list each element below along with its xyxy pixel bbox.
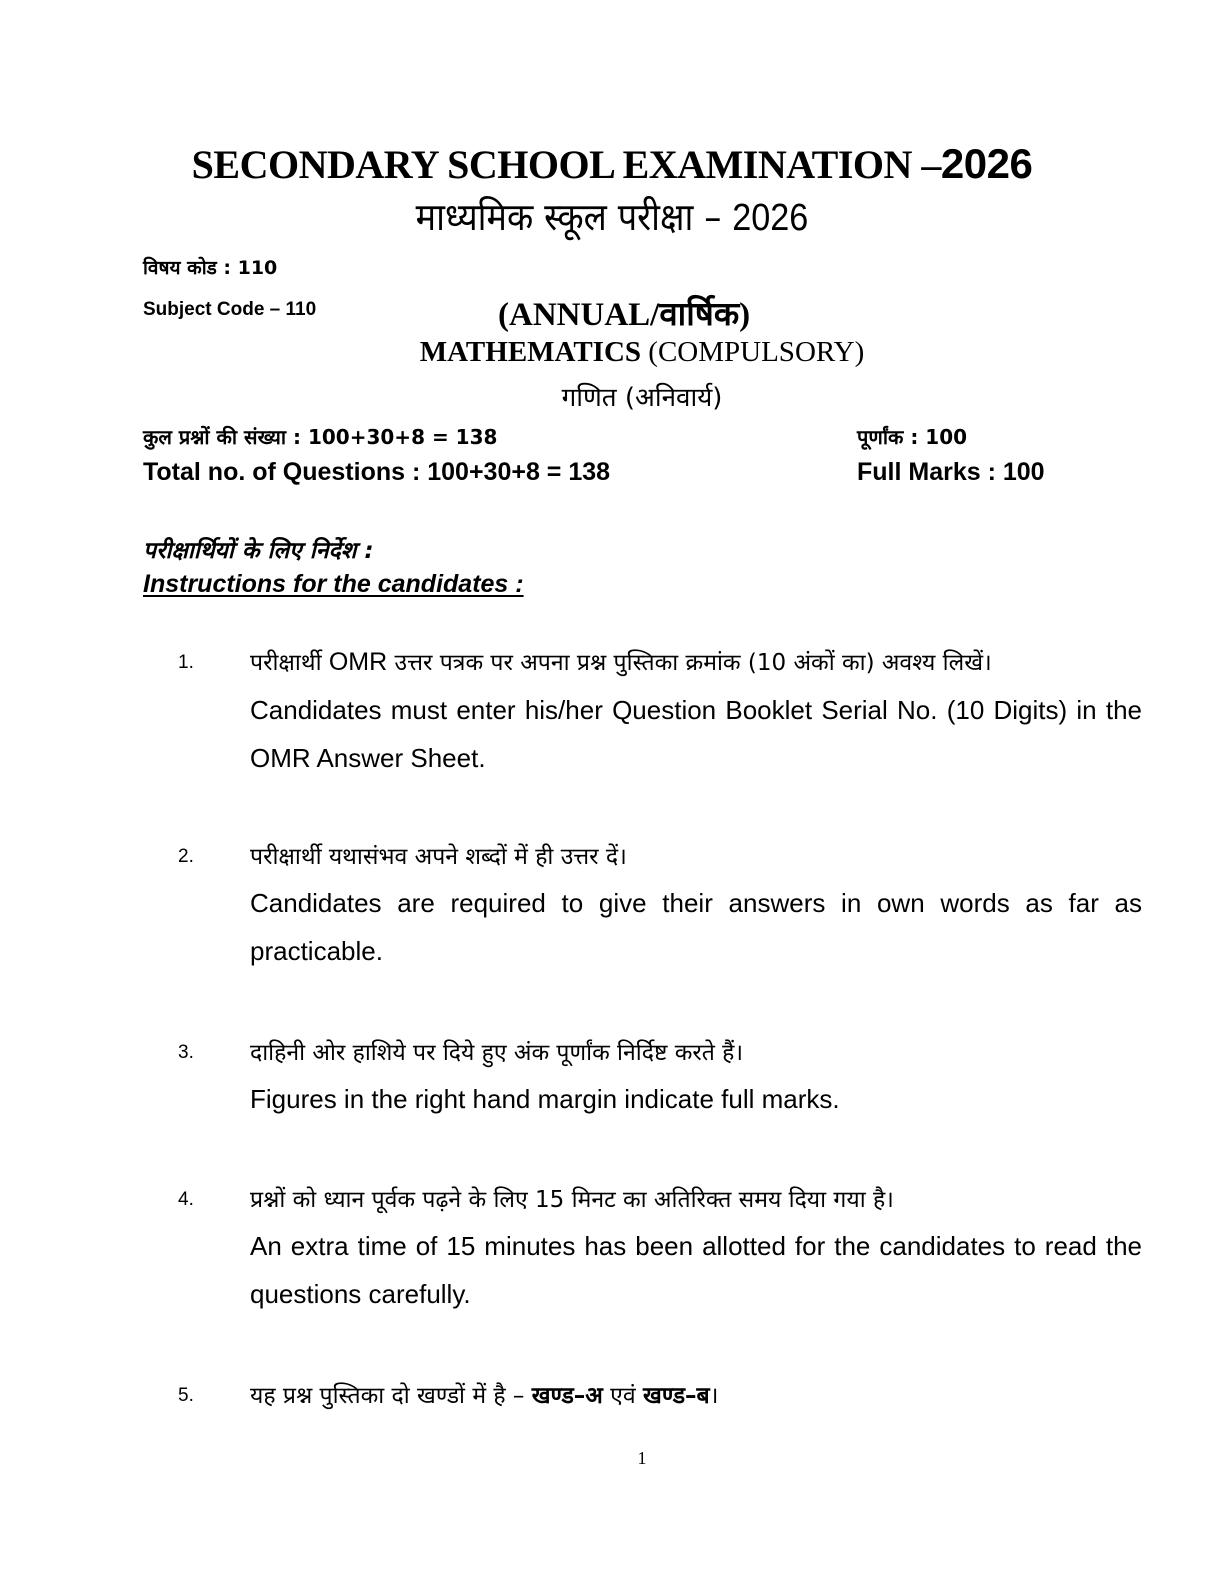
full-marks-english: Full Marks : 100 — [857, 458, 1045, 486]
subject-name-hindi: गणित (अनिवार्य) — [561, 383, 723, 413]
instructions-heading-hindi: परीक्षार्थियों के लिए निर्देश : — [143, 538, 374, 564]
section-b-label: खण्ड–ब — [643, 1383, 710, 1409]
instruction-number: 1. — [178, 652, 194, 673]
exam-title-hindi — [61, 190, 1163, 242]
exam-title-english — [0, 140, 1224, 188]
instruction-number: 3. — [178, 1042, 194, 1063]
exam-title-hindi-text: माध्यमिक स्कूल परीक्षा – — [415, 195, 722, 239]
exam-title-english-year: 2026 — [940, 140, 1033, 187]
omr-term: OMR — [328, 648, 388, 676]
exam-title-english-text: SECONDARY SCHOOL EXAMINATION – — [191, 142, 941, 187]
instruction-text-hindi — [250, 645, 992, 677]
instruction-text-hindi — [250, 1378, 718, 1410]
exam-type: (ANNUAL/वार्षिक) — [498, 297, 751, 333]
section-a-label: खण्ड–अ — [531, 1383, 603, 1409]
instruction-text-hindi-part: एवं — [602, 1383, 643, 1409]
instruction-number: 2. — [178, 846, 194, 867]
instruction-text-hindi-part: उत्तर पत्रक पर अपना प्रश्न पुस्तिका क्रमांक (10 अंकों का) अवश्य लिखें। — [387, 650, 992, 676]
full-marks-hindi: पूर्णांक : 100 — [857, 425, 968, 449]
subject-name-qualifier: (COMPULSORY) — [641, 336, 865, 368]
question-count-hindi: कुल प्रश्नों की संख्या : 100+30+8 = 138 — [143, 425, 498, 449]
instruction-text-english: Candidates are required to give their answers in own words as far as practicable. — [250, 888, 1142, 966]
instruction-text-hindi: परीक्षार्थी यथासंभव अपने शब्दों में ही उत्तर दें। — [250, 844, 627, 870]
subject-name-bold: MATHEMATICS — [419, 336, 642, 368]
instruction-text-hindi-part: यह प्रश्न पुस्तिका दो खण्डों में है – — [250, 1383, 532, 1409]
instruction-text-hindi-part: । — [709, 1383, 719, 1409]
question-count-english: Total no. of Questions : 100+30+8 = 138 — [143, 458, 611, 486]
subject-code-hindi: विषय कोड : 110 — [143, 257, 278, 279]
instruction-number: 5. — [178, 1385, 194, 1406]
instructions-heading-english: Instructions for the candidates : — [143, 570, 524, 598]
instruction-text-english: Figures in the right hand margin indicate full marks. — [250, 1084, 840, 1114]
instruction-number: 4. — [178, 1189, 194, 1210]
subject-code-english: Subject Code – 110 — [143, 299, 317, 320]
instruction-text-hindi: प्रश्नों को ध्यान पूर्वक पढ़ने के लिए 15 मिनट का अतिरिक्त समय दिया गया है। — [250, 1187, 894, 1213]
instruction-text-hindi-part: परीक्षार्थी — [250, 650, 329, 676]
instruction-text-hindi: दाहिनी ओर हाशिये पर दिये हुए अंक पूर्णांक निर्दिष्ट करते हैं। — [250, 1040, 744, 1066]
instruction-text-english: An extra time of 15 minutes has been allotted for the candidates to read the questions carefully. — [250, 1231, 1142, 1309]
instruction-text-english: Candidates must enter his/her Question Booklet Serial No. (10 Digits) in the OMR Answer Sheet. — [250, 695, 1142, 773]
subject-name-english — [0, 336, 1224, 369]
exam-title-hindi-year: 2026 — [732, 197, 809, 239]
page-number: 1 — [637, 1448, 647, 1468]
